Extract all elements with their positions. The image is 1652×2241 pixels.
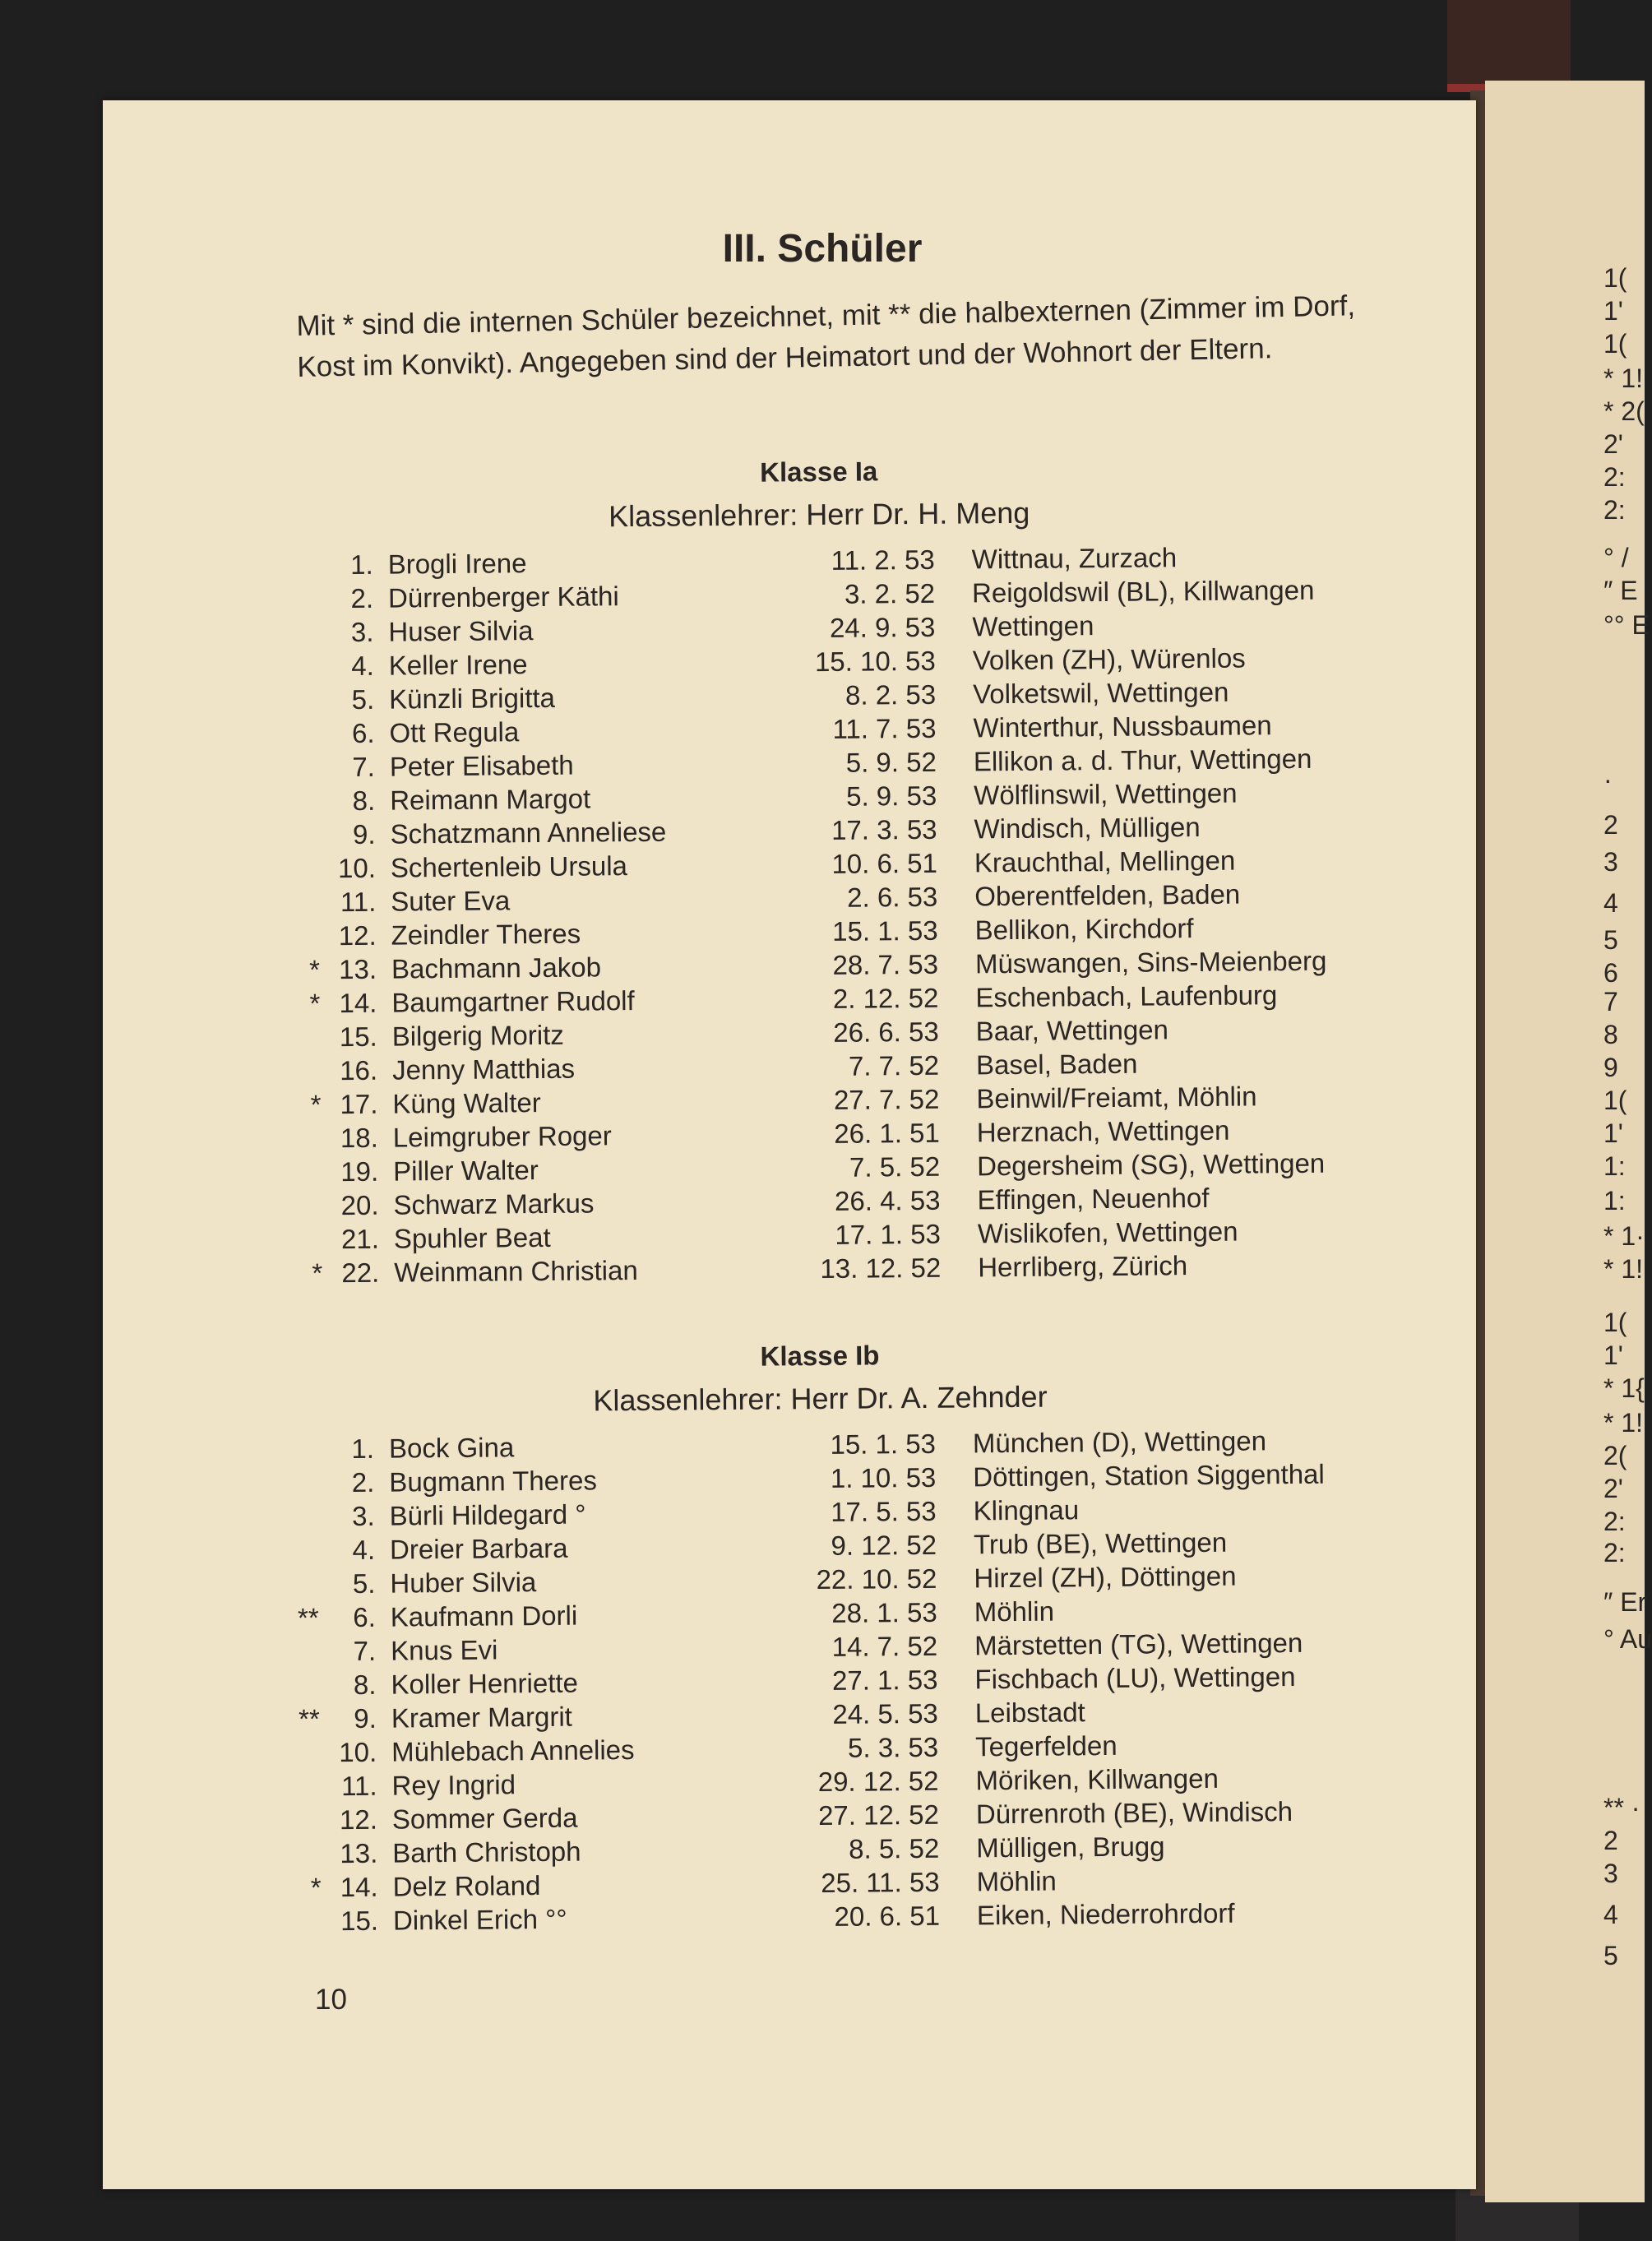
- facing-fragment: 6: [1603, 958, 1618, 988]
- student-place: Wislikofen, Wettingen: [977, 1215, 1238, 1249]
- student-place: Beinwil/Freiamt, Möhlin: [976, 1081, 1257, 1114]
- student-name: Bugmann Theres: [389, 1465, 598, 1498]
- klasse-ib-title: Klasse Ib: [760, 1340, 880, 1372]
- student-birthdate: 1. 10. 53: [830, 1461, 937, 1493]
- student-birthdate: 2. 12. 52: [832, 982, 939, 1014]
- student-name: Ott Regula: [389, 716, 520, 748]
- student-name: Piller Walter: [393, 1155, 539, 1187]
- student-mark: *: [312, 1257, 323, 1289]
- student-birthdate: 24. 9. 53: [829, 611, 936, 643]
- student-place: Windisch, Mülligen: [974, 811, 1201, 845]
- student-birthdate: 28. 7. 53: [832, 948, 939, 980]
- student-number: 9.: [354, 1702, 377, 1734]
- student-number: 22.: [341, 1257, 380, 1289]
- student-name: Schwarz Markus: [393, 1188, 595, 1220]
- student-number: 12.: [338, 919, 377, 951]
- student-name: Brogli Irene: [387, 548, 527, 580]
- facing-fragment: 4: [1603, 1900, 1618, 1929]
- student-name: Knus Evi: [390, 1634, 498, 1666]
- student-place: Hirzel (ZH), Döttingen: [974, 1560, 1237, 1594]
- facing-fragment: 1:: [1603, 1186, 1626, 1215]
- student-place: Basel, Baden: [975, 1048, 1138, 1081]
- student-birthdate: 5. 9. 53: [845, 780, 937, 812]
- student-place: Döttingen, Station Siggenthal: [973, 1458, 1325, 1493]
- klasse-ib-section: [0, 1333, 1647, 1940]
- facing-fragment: 7: [1603, 987, 1618, 1016]
- facing-fragment: * 1!: [1603, 363, 1644, 393]
- student-number: 13.: [340, 1837, 378, 1869]
- student-number: 4.: [352, 1534, 376, 1565]
- student-number: 11.: [340, 1770, 377, 1802]
- klasse-ia-student-list: [0, 536, 1648, 1292]
- facing-fragment: °° E: [1603, 610, 1650, 640]
- student-number: 3.: [352, 1500, 375, 1531]
- facing-fragment: ·: [1603, 765, 1613, 794]
- student-place: Möhlin: [974, 1595, 1055, 1628]
- student-number: 8.: [352, 785, 376, 816]
- student-place: Eiken, Niederrohrdorf: [976, 1897, 1235, 1931]
- student-number: 1.: [351, 1433, 375, 1464]
- student-number: 15.: [339, 1021, 377, 1053]
- student-name: Baumgartner Rudolf: [391, 984, 635, 1018]
- student-number: 2.: [350, 582, 374, 613]
- facing-fragment: 5: [1603, 1941, 1618, 1970]
- student-birthdate: 27. 12. 52: [817, 1799, 940, 1831]
- student-number: 6.: [351, 717, 375, 748]
- student-place: Märstetten (TG), Wettingen: [974, 1627, 1303, 1661]
- student-place: Volken (ZH), Würenlos: [972, 642, 1246, 676]
- student-name: Bilgerig Moritz: [391, 1019, 564, 1052]
- student-mark: **: [298, 1703, 321, 1734]
- student-name: Schatzmann Anneliese: [390, 816, 667, 850]
- student-number: 17.: [340, 1088, 378, 1120]
- student-birthdate: 27. 7. 52: [833, 1083, 940, 1115]
- student-birthdate: 26. 1. 51: [834, 1117, 940, 1149]
- student-number: 19.: [340, 1155, 379, 1188]
- student-number: 13.: [338, 953, 377, 985]
- student-number: 7.: [352, 751, 376, 782]
- student-mark: *: [309, 988, 321, 1019]
- klasse-ia-teacher: Klassenlehrer: Herr Dr. H. Meng: [608, 495, 1030, 534]
- student-place: Fischbach (LU), Wettingen: [974, 1660, 1296, 1695]
- student-place: Möhlin: [976, 1865, 1057, 1897]
- student-place: Eschenbach, Laufenburg: [975, 979, 1278, 1013]
- student-number: 21.: [340, 1223, 380, 1255]
- klasse-ia-title: Klasse Ia: [760, 456, 878, 488]
- student-birthdate: 5. 9. 52: [845, 746, 937, 778]
- student-place: Trub (BE), Wettingen: [973, 1526, 1228, 1560]
- student-name: Peter Elisabeth: [389, 749, 574, 782]
- facing-fragment: 1(: [1603, 1086, 1627, 1115]
- student-birthdate: 11. 2. 53: [831, 544, 935, 576]
- student-number: 11.: [340, 886, 377, 918]
- student-number: 15.: [340, 1905, 379, 1937]
- student-name: Jenny Matthias: [391, 1053, 576, 1086]
- facing-fragment: 1(: [1603, 263, 1627, 293]
- student-place: Baar, Wettingen: [975, 1014, 1169, 1047]
- student-name: Zeindler Theres: [391, 918, 581, 951]
- student-name: Sommer Gerda: [391, 1802, 578, 1835]
- student-number: 4.: [351, 650, 374, 681]
- student-mark: *: [310, 1872, 322, 1903]
- student-name: Kramer Margrit: [391, 1701, 573, 1734]
- student-birthdate: 10. 6. 51: [831, 847, 938, 879]
- student-place: Oberentfelden, Baden: [974, 878, 1241, 912]
- student-place: Effingen, Neuenhof: [977, 1182, 1210, 1215]
- student-birthdate: 29. 12. 52: [817, 1765, 939, 1798]
- student-place: Klingnau: [973, 1494, 1080, 1526]
- student-birthdate: 9. 12. 52: [831, 1529, 937, 1561]
- student-name: Keller Irene: [388, 649, 528, 681]
- student-name: Bürli Hildegard °: [389, 1498, 586, 1531]
- student-place: Herznach, Wettingen: [976, 1114, 1230, 1148]
- facing-fragment: * 1!: [1603, 1408, 1644, 1438]
- student-birthdate: 27. 1. 53: [831, 1664, 938, 1696]
- facing-fragment: 2:: [1603, 1507, 1626, 1536]
- facing-fragment: 2: [1603, 810, 1618, 840]
- facing-fragment: 2:: [1603, 1538, 1626, 1567]
- student-birthdate: 3. 2. 52: [844, 577, 936, 609]
- student-birthdate: 14. 7. 52: [831, 1630, 938, 1662]
- student-number: 7.: [353, 1635, 377, 1666]
- student-name: Weinmann Christian: [394, 1254, 638, 1288]
- facing-fragment: 1': [1603, 1340, 1623, 1370]
- student-name: Suter Eva: [391, 885, 511, 917]
- facing-fragment: 3: [1603, 1859, 1618, 1888]
- student-place: Degersheim (SG), Wettingen: [976, 1147, 1326, 1182]
- facing-fragment: 1(: [1603, 1308, 1627, 1337]
- student-place: Bellikon, Kirchdorf: [974, 913, 1194, 946]
- student-number: 10.: [337, 852, 377, 884]
- facing-fragment: * 1!: [1603, 1254, 1644, 1284]
- student-place: Möriken, Killwangen: [975, 1762, 1219, 1796]
- student-number: 8.: [353, 1669, 377, 1700]
- student-name: Bachmann Jakob: [391, 951, 602, 984]
- student-place: Ellikon a. d. Thur, Wettingen: [973, 743, 1312, 777]
- student-place: Krauchthal, Mellingen: [974, 845, 1236, 878]
- student-place: Mülligen, Brugg: [976, 1831, 1165, 1864]
- student-place: München (D), Wettingen: [972, 1425, 1267, 1459]
- student-name: Barth Christoph: [392, 1836, 581, 1868]
- student-number: 16.: [340, 1054, 378, 1086]
- facing-fragment: ″ Er: [1603, 1587, 1647, 1617]
- student-place: Wettingen: [972, 610, 1094, 642]
- facing-fragment: ° /: [1603, 543, 1629, 572]
- student-place: Tegerfelden: [975, 1729, 1118, 1762]
- facing-fragment: ** ·: [1603, 1793, 1640, 1822]
- student-birthdate: 20. 6. 51: [834, 1900, 941, 1932]
- facing-fragment: 2(: [1603, 1441, 1627, 1470]
- facing-fragment: 2': [1603, 429, 1623, 459]
- student-place: Herrliberg, Zürich: [978, 1250, 1188, 1283]
- student-birthdate: 7. 5. 52: [849, 1151, 941, 1183]
- student-name: Mühlebach Annelies: [391, 1734, 635, 1767]
- student-birthdate: 17. 1. 53: [835, 1218, 942, 1250]
- student-name: Spuhler Beat: [393, 1221, 551, 1254]
- facing-fragment: 1:: [1603, 1151, 1626, 1181]
- student-birthdate: 15. 1. 53: [832, 914, 938, 947]
- student-birthdate: 11. 7. 53: [832, 712, 937, 744]
- student-place: Wittnau, Zurzach: [971, 542, 1178, 575]
- facing-fragment: 8: [1603, 1020, 1618, 1049]
- student-number: 14.: [340, 1871, 378, 1903]
- facing-fragment: 2: [1603, 1826, 1618, 1855]
- student-number: 6.: [353, 1601, 376, 1632]
- student-number: 1.: [350, 549, 373, 580]
- student-number: 5.: [351, 683, 375, 715]
- student-birthdate: 7. 7. 52: [848, 1049, 940, 1081]
- student-name: Küng Walter: [392, 1086, 541, 1119]
- klasse-ib-student-list: [0, 1420, 1647, 1940]
- student-birthdate: 28. 1. 53: [831, 1596, 937, 1628]
- student-number: 12.: [339, 1803, 378, 1836]
- student-birthdate: 5. 3. 53: [847, 1731, 939, 1763]
- student-birthdate: 26. 6. 53: [833, 1016, 939, 1048]
- student-mark: *: [309, 954, 321, 985]
- student-birthdate: 2. 6. 53: [847, 881, 938, 913]
- student-name: Leimgruber Roger: [392, 1120, 612, 1153]
- student-place: Winterthur, Nussbaumen: [973, 710, 1272, 743]
- facing-fragment: 2': [1603, 1474, 1623, 1503]
- facing-fragment: 4: [1603, 888, 1618, 918]
- student-birthdate: 8. 5. 52: [848, 1832, 940, 1864]
- facing-fragment: ° Au: [1603, 1624, 1652, 1654]
- page-number: 10: [315, 1984, 347, 2016]
- student-birthdate: 8. 2. 53: [845, 678, 937, 711]
- student-name: Künzli Brigitta: [388, 682, 556, 715]
- student-number: 2.: [351, 1466, 375, 1498]
- facing-fragment: 3: [1603, 847, 1618, 877]
- student-place: Volketswil, Wettingen: [972, 676, 1229, 710]
- student-number: 14.: [339, 987, 377, 1019]
- student-name: Kaufmann Dorli: [390, 1600, 578, 1632]
- student-name: Schertenleib Ursula: [390, 850, 628, 883]
- student-mark: *: [310, 1089, 322, 1120]
- student-birthdate: 15. 10. 53: [814, 645, 936, 678]
- bookmark-ribbon: [1447, 0, 1571, 92]
- student-name: Rey Ingrid: [391, 1769, 516, 1801]
- student-name: Delz Roland: [392, 1870, 541, 1902]
- student-place: Leibstadt: [974, 1697, 1085, 1729]
- student-name: Huber Silvia: [390, 1567, 537, 1599]
- klasse-ib-teacher: Klassenlehrer: Herr Dr. A. Zehnder: [593, 1379, 1048, 1418]
- facing-fragment: 9: [1603, 1053, 1618, 1082]
- student-number: 20.: [340, 1189, 379, 1221]
- student-place: Müswangen, Sins-Meienberg: [974, 945, 1327, 979]
- student-birthdate: 15. 1. 53: [830, 1428, 937, 1460]
- student-birthdate: 26. 4. 53: [834, 1184, 941, 1216]
- student-name: Dinkel Erich °°: [392, 1903, 567, 1936]
- student-birthdate: 17. 3. 53: [831, 813, 937, 845]
- student-number: 5.: [352, 1567, 376, 1599]
- facing-fragment: * 1·: [1603, 1221, 1645, 1251]
- page-title: III. Schüler: [722, 227, 923, 271]
- student-number: 9.: [352, 818, 376, 850]
- facing-fragment: 2:: [1603, 495, 1626, 525]
- student-birthdate: 24. 5. 53: [832, 1697, 938, 1729]
- student-place: Reigoldswil (BL), Killwangen: [971, 574, 1315, 609]
- student-birthdate: 25. 11. 53: [821, 1866, 940, 1899]
- student-name: Bock Gina: [388, 1432, 515, 1464]
- student-name: Dreier Barbara: [389, 1532, 568, 1565]
- student-name: Reimann Margot: [390, 783, 591, 816]
- student-number: 18.: [340, 1122, 378, 1154]
- facing-fragment: 1': [1603, 296, 1623, 326]
- facing-fragment: * 2(: [1603, 396, 1645, 426]
- facing-fragment: 2:: [1603, 462, 1626, 492]
- facing-fragment: 5: [1603, 925, 1618, 955]
- student-name: Koller Henriette: [391, 1667, 579, 1700]
- student-name: Dürrenberger Käthi: [387, 581, 619, 613]
- student-place: Dürrenroth (BE), Windisch: [975, 1796, 1293, 1830]
- student-number: 3.: [350, 616, 374, 647]
- facing-fragment: * 1{: [1603, 1373, 1645, 1403]
- facing-fragment: ″ E: [1603, 576, 1638, 605]
- klasse-ia-section: [0, 449, 1648, 1292]
- student-place: Wölflinswil, Wettingen: [974, 777, 1238, 811]
- facing-fragment: 1': [1603, 1118, 1623, 1148]
- student-mark: **: [297, 1602, 319, 1633]
- student-birthdate: 22. 10. 52: [816, 1563, 937, 1595]
- student-name: Huser Silvia: [388, 615, 534, 647]
- intro-paragraph: Mit * sind die internen Schüler bezeichnet, mit ** die halbexternen (Zimmer im Dorf, Kost im Konvikt). Angegeben sind der Heimatort und der Wohnort der Eltern.: [296, 289, 1356, 383]
- student-number: 10.: [339, 1736, 377, 1768]
- student-birthdate: 13. 12. 52: [820, 1252, 942, 1285]
- facing-fragment: 1(: [1603, 329, 1627, 359]
- student-birthdate: 17. 5. 53: [831, 1495, 937, 1527]
